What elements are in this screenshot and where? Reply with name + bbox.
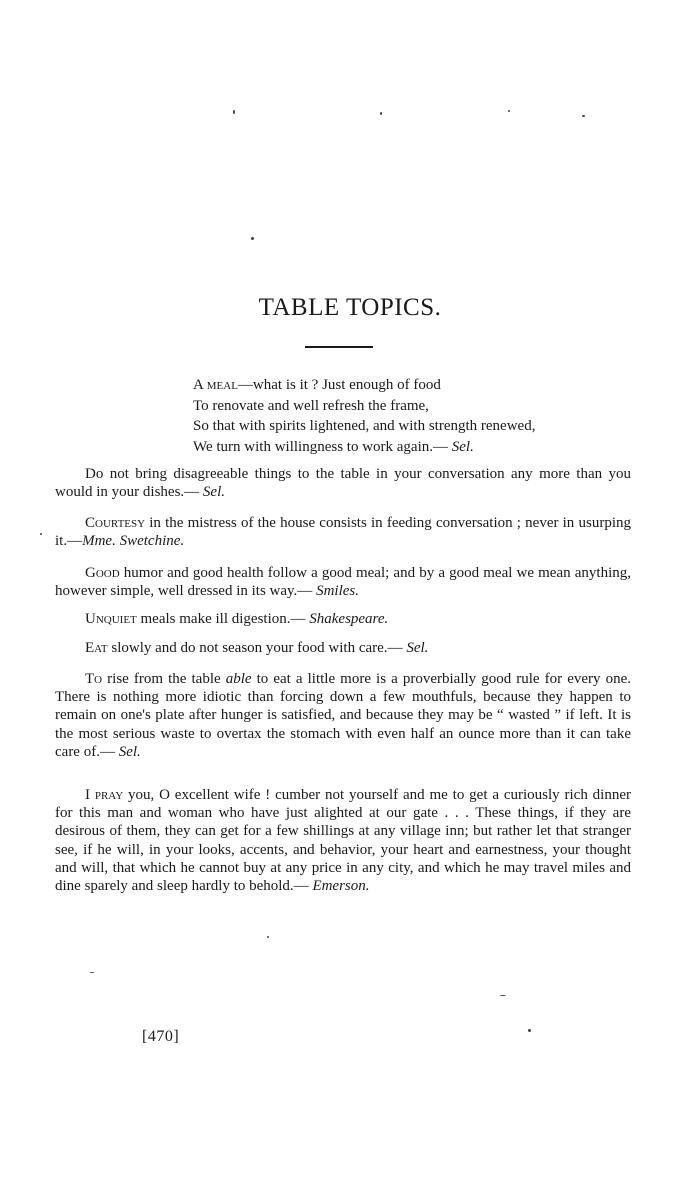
paragraph-5-lead: Eat [85, 640, 108, 656]
paragraph-2 [55, 514, 631, 550]
paragraph-4-lead: Unquiet [85, 611, 137, 627]
scan-speck [582, 115, 585, 117]
scan-speck [380, 112, 382, 115]
paragraph-3 [55, 564, 631, 600]
poem-lead: A meal [193, 377, 238, 393]
paragraph-7 [55, 786, 631, 895]
paragraph-5-text: slowly and do not season your food with care.— [107, 640, 407, 656]
paragraph-4-text: meals make ill digestion.— [136, 611, 310, 627]
title-rule [305, 346, 373, 348]
poem-line-1 [193, 375, 613, 396]
epigraph-poem [193, 375, 613, 457]
paragraph-1-lead: Do [85, 466, 104, 482]
paragraph-6-emphasis: able [225, 671, 252, 687]
paragraph-2-author: Mme. Swetchine. [82, 533, 185, 550]
paragraph-6-author: Sel. [118, 743, 141, 760]
paragraph-4-author: Shakespeare. [309, 611, 389, 627]
paragraph-1 [55, 465, 631, 501]
paragraph-3-lead: Good [85, 565, 120, 581]
page-title: TABLE TOPICS. [258, 294, 442, 321]
poem-line-4-text: We turn with willingness to work again.— [193, 438, 449, 455]
paragraph-2-lead: Courtesy [85, 515, 146, 531]
paragraph-2-text: in the mistress of the house consists in feeding conversation ; never in usurping it.— [55, 515, 631, 550]
paragraph-6-text-b: to eat a little more is a proverbially good rule for every one. There is nothing more idiotic than forcing down a few mouthfuls, because they happen to remain on one's plate after hunger is satisfied, and because they may be “ wasted ” if left. It is the most serious waste to overtax the stomach with even half an ounce more than it can take care of.— [55, 671, 631, 760]
paragraph-5 [55, 639, 631, 657]
paragraph-6-lead: To [85, 671, 103, 687]
scan-speck [267, 936, 269, 938]
paragraph-3-author: Smiles. [316, 583, 359, 600]
scan-speck [528, 1029, 531, 1032]
paragraph-6-text-a: rise from the table [102, 671, 226, 687]
page-number: [470] [142, 1028, 180, 1045]
paragraph-7-lead: I pray [85, 787, 124, 803]
paragraph-6 [55, 670, 631, 761]
scan-speck [233, 110, 235, 114]
poem-line-1-text: —what is it ? Just enough of food [237, 377, 441, 393]
paragraph-1-text: not bring disagreeable things to the table in your conversation any more than you would in your dishes.— [55, 466, 631, 501]
paragraph-3-text: humor and good health follow a good meal; and by a good meal we mean anything, however simple, well dressed in its way.— [55, 565, 631, 600]
scan-speck [90, 972, 94, 973]
scan-speck [40, 533, 42, 535]
scan-speck [500, 995, 506, 996]
scan-speck [508, 110, 510, 112]
poem-line-2: To renovate and well refresh the frame, [193, 397, 429, 414]
paragraph-7-author: Emerson. [312, 878, 370, 895]
paragraph-7-text: you, O excellent wife ! cumber not yourself and me to get a curiously rich dinner for this man and woman who have just alighted at our gate . . . These things, if they are desirous of them, they can get for a few shillings at any village inn; but rather let that stranger see, if he will, in your looks, accents, and behavior, your heart and earnestness, your thought and will, that which he cannot buy at any price in any city, and which he may travel miles and dine sparely and sleep hardly to behold.— [55, 787, 632, 895]
scan-speck [251, 237, 254, 240]
poem-author: Sel. [451, 438, 474, 455]
paragraph-1-author: Sel. [202, 484, 225, 501]
poem-line-4 [193, 437, 613, 458]
poem-line-3: So that with spirits lightened, and with strength renewed, [193, 418, 536, 434]
paragraph-4 [55, 610, 631, 628]
paragraph-5-author: Sel. [406, 640, 429, 656]
